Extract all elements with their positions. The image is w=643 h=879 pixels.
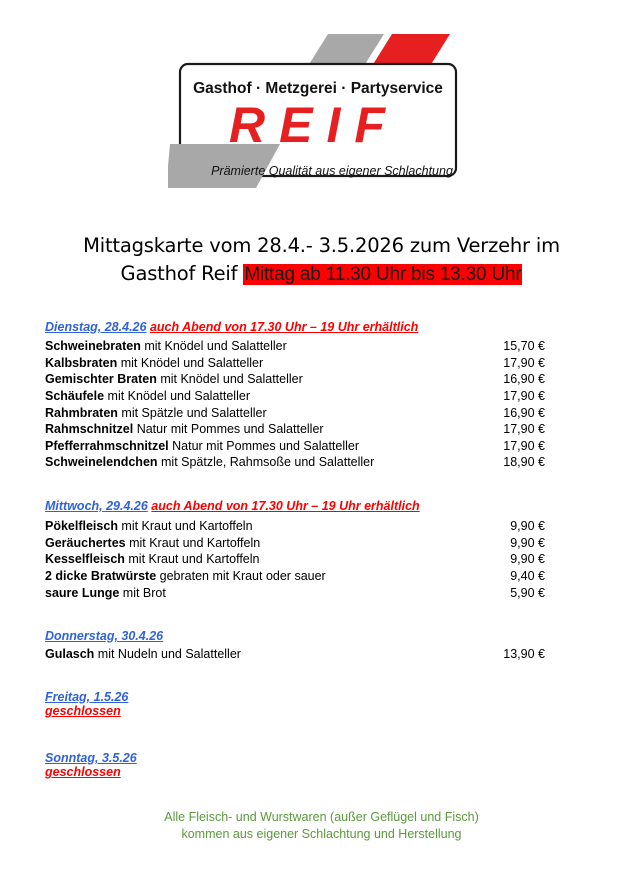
menu-item [45,551,545,567]
day-header-thursday [45,629,565,643]
dish-price: 9,90 € [510,552,545,566]
dish-price: 17,90 € [503,389,545,403]
footer-line1: Alle Fleisch- und Wurstwaren (außer Geflügel und Fisch) [164,810,479,824]
dish-name: Pfefferrahmschnitzel [45,439,169,453]
menu-item [45,535,545,551]
menu-heading [20,232,623,289]
closed-label: geschlossen [45,704,121,718]
dish-desc: mit Kraut und Kartoffeln [125,536,261,550]
menu-item [45,568,545,584]
day-header-tuesday [45,320,565,334]
dish-desc: mit Knödel und Salatteller [117,356,264,370]
dish-name: Gulasch [45,647,95,661]
menu-item [45,355,545,371]
menu-item [45,388,545,404]
day-label: Sonntag, 3.5.26 [45,751,137,765]
menu-item [45,405,545,421]
dish-price: 13,90 € [503,647,545,661]
dish-desc: Natur mit Pommes und Salatteller [133,422,324,436]
menu-item [45,438,545,454]
menu-item [45,646,545,662]
footer-note [60,809,583,843]
dish-name: Schäufele [45,389,105,403]
dish-name: Pökelfleisch [45,519,118,533]
logo-stripe-red [372,34,450,66]
evening-note: auch Abend von 17.30 Uhr – 19 Uhr erhältlich [149,320,419,334]
dish-name: Schweinelendchen [45,455,158,469]
dish-desc: mit Kraut und Kartoffeln [124,552,260,566]
dish-price: 18,90 € [503,455,545,469]
menu-item [45,518,545,534]
dish-name: Rahmbraten [45,406,118,420]
menu-item [45,585,545,601]
dish-price: 16,90 € [503,406,545,420]
dish-desc: mit Kraut und Kartoffeln [117,519,253,533]
dish-name: Kalbsbraten [45,356,118,370]
dish-price: 9,90 € [510,519,545,533]
dish-price: 17,90 € [503,439,545,453]
dish-price: 9,90 € [510,536,545,550]
footer-line2: kommen aus eigener Schlachtung und Herstellung [181,827,462,841]
day-label: Mittwoch, 29.4.26 [45,499,148,513]
reif-logo [168,28,468,208]
dish-desc: mit Nudeln und Salatteller [94,647,241,661]
logo-line1: Gasthof · Metzgerei · Partyservice [193,80,443,97]
heading-line2 [20,260,623,289]
logo-tagline: Prämierte Qualität aus eigener Schlachtung [211,164,453,178]
dish-price: 15,70 € [503,339,545,353]
menu-item [45,371,545,387]
menu-item [45,421,545,437]
day-label: Dienstag, 28.4.26 [45,320,147,334]
dish-desc: mit Brot [119,586,166,600]
dish-name: Kesselfleisch [45,552,125,566]
dish-desc: mit Knödel und Salatteller [104,389,250,403]
dish-desc: mit Knödel und Salatteller [156,372,303,386]
heading-line1: Mittagskarte vom 28.4.- 3.5.2026 zum Verzehr im [83,234,560,257]
dish-desc: mit Knödel und Salatteller [140,339,287,353]
heading-line2-plain: Gasthof Reif [120,262,244,285]
dish-name: 2 dicke Bratwürste [45,569,157,583]
menu-item [45,454,545,470]
menu-item [45,338,545,354]
heading-lunch-hours: Mittag ab 11.30 Uhr bis 13.30 Uhr [244,264,522,285]
day-header-friday [45,690,565,718]
dish-name: Geräuchertes [45,536,126,550]
dish-name: Gemischter Braten [45,372,157,386]
day-label: Freitag, 1.5.26 [45,690,129,704]
logo-stripe-gray [308,34,384,66]
logo-name: REIF [229,97,399,153]
dish-name: Rahmschnitzel [45,422,134,436]
day-header-sunday [45,751,565,779]
day-header-wednesday [45,499,565,513]
dish-desc: mit Spätzle und Salatteller [117,406,267,420]
dish-price: 16,90 € [503,372,545,386]
dish-price: 17,90 € [503,422,545,436]
dish-price: 9,40 € [510,569,545,583]
evening-note: auch Abend von 17.30 Uhr – 19 Uhr erhältlich [151,499,420,513]
dish-desc: Natur mit Pommes und Salatteller [168,439,360,453]
dish-desc: mit Spätzle, Rahmsoße und Salatteller [157,455,375,469]
dish-name: saure Lunge [45,586,120,600]
day-label: Donnerstag, 30.4.26 [45,629,164,643]
closed-label: geschlossen [45,765,121,779]
dish-name: Schweinebraten [45,339,141,353]
dish-price: 17,90 € [503,356,545,370]
dish-price: 5,90 € [510,586,545,600]
dish-desc: gebraten mit Kraut oder sauer [156,569,326,583]
